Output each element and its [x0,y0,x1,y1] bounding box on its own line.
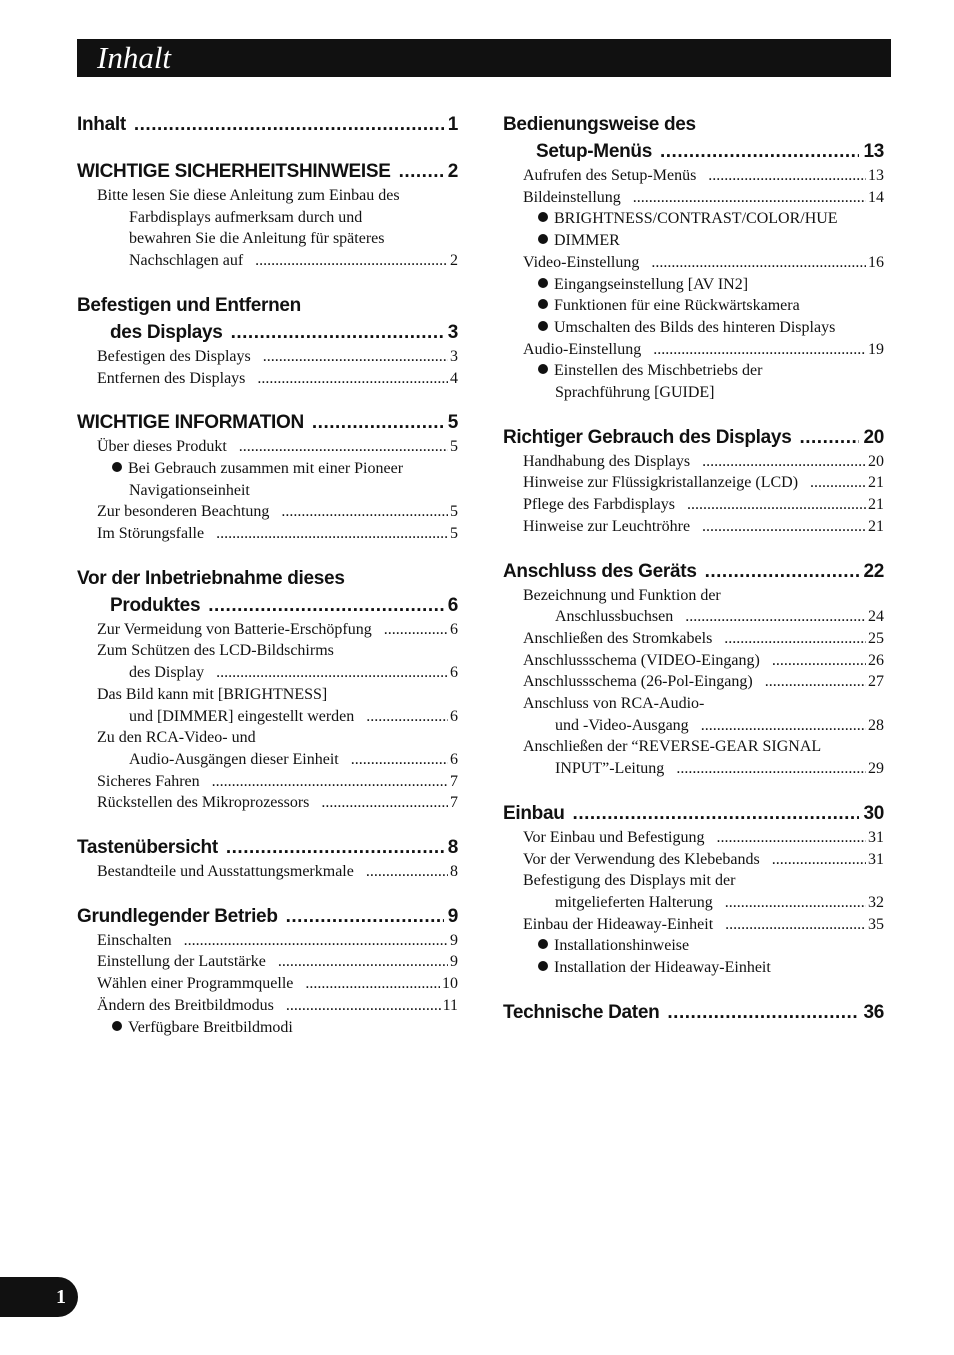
toc-page-number: 21 [868,517,884,535]
toc-heading-label: Richtiger Gebrauch des Displays [503,426,792,448]
toc-bullet-label: Einstellen des Mischbetriebs der [554,362,763,380]
toc-page-number: 9 [450,953,458,971]
leader-dots [651,252,866,274]
toc-heading[interactable] [77,319,458,346]
toc-bullet-label: DIMMER [554,232,620,250]
leader-dots [216,662,448,684]
toc-entry-label: Ändern des Breitbildmodus [97,996,274,1014]
toc-entry-label: mitgelieferten Halterung [555,893,713,911]
toc-page-number: 5 [450,525,458,543]
toc-heading[interactable] [77,292,458,319]
leader-dots [184,930,448,952]
toc-bullet-label: Funktionen für eine Rückwärtskamera [554,297,800,315]
leader-dots [257,368,448,390]
toc-heading[interactable] [503,558,884,585]
toc-heading-label: Technische Daten [503,1001,660,1023]
toc-bullet-label: Bei Gebrauch zusammen mit einer Pioneer [128,459,404,477]
bullet-icon [538,961,548,971]
toc-heading-label: Vor der Inbetriebnahme dieses [77,567,345,589]
toc-heading-label: Befestigen und Entfernen [77,294,301,316]
toc-page-number: 8 [447,837,458,859]
toc-bullet[interactable] [77,458,458,480]
leader-dots [263,346,448,368]
leader-dots [399,158,444,185]
toc-section-information [77,409,458,545]
leader-dots [687,494,866,516]
toc-page-number: 14 [868,188,884,206]
leader-dots [305,973,440,995]
toc-page-number: 31 [868,850,884,868]
toc-section-setup [503,111,884,404]
toc-page-number: 32 [868,893,884,911]
leader-dots [366,706,448,728]
leader-dots [384,619,448,641]
leader-dots [701,715,866,737]
leader-dots [667,999,859,1026]
toc-heading[interactable] [77,592,458,619]
toc-heading-label: Grundlegender Betrieb [77,905,278,927]
bullet-icon [538,321,548,331]
toc-section-inhalt [77,111,458,138]
toc-heading[interactable] [77,409,458,436]
leader-dots [255,250,448,272]
toc-right-column [503,111,884,1046]
toc-heading[interactable] [503,800,884,827]
toc-entry[interactable] [77,619,458,641]
bullet-icon [538,364,548,374]
leader-dots [660,138,859,165]
toc-entry[interactable] [503,606,884,628]
toc-page-number: 29 [868,760,884,778]
toc-heading[interactable] [77,111,458,138]
toc-bullet-label: Installationshinweise [554,937,690,955]
toc-heading-label: Inhalt [77,114,126,135]
toc-entry-label: Befestigen des Displays [97,347,251,365]
toc-heading-label: Anschluss des Geräts [503,560,697,582]
toc-page-number: 7 [450,772,458,790]
toc-heading[interactable] [503,999,884,1026]
toc-entry-label: Pflege des Farbdisplays [523,496,675,514]
toc-bullet[interactable] [503,208,884,230]
leader-dots [312,409,444,436]
leader-dots [286,903,444,930]
leader-dots [321,792,448,814]
toc-page-number: 9 [450,931,458,949]
toc-section-technische-daten [503,999,884,1026]
toc-entry-label: Im Störungsfalle [97,525,205,543]
toc-entry[interactable] [503,494,884,516]
toc-page-number: 20 [863,426,884,448]
toc-page-number: 6 [450,750,458,768]
toc-entry-label: Anschlussbuchsen [555,608,674,626]
toc-entry-label: Bestandteile und Ausstattungsmerkmale [97,863,354,881]
toc-bullet-continuation: Sprachführung [GUIDE] [555,384,715,402]
toc-heading[interactable] [503,424,884,451]
toc-heading[interactable] [77,158,458,185]
leader-dots [772,650,866,672]
toc-entry-text: Farbdisplays aufmerksam durch und [129,208,363,226]
toc-entry[interactable] [77,995,458,1017]
toc-heading-label: WICHTIGE INFORMATION [77,412,304,434]
toc-entry[interactable] [503,339,884,361]
toc-page-number: 6 [450,664,458,682]
toc-entry[interactable] [503,165,884,187]
toc-bullet[interactable] [503,295,884,317]
header-bar [77,39,891,77]
toc-page-number: 4 [450,369,458,387]
toc-entry-label: Video-Einstellung [523,253,640,271]
toc-entry-label: Einstellung der Lautstärke [97,953,266,971]
toc-entry-text: Zu den RCA-Video- und [97,729,256,747]
toc-entry[interactable] [503,892,884,914]
toc-entry-label: Hinweise zur Leuchtröhre [523,517,691,535]
toc-heading-label: Einbau [503,802,565,824]
toc-entry[interactable] [503,849,884,871]
toc-page-number: 2 [450,252,458,270]
bullet-icon [538,212,548,222]
toc-entry-label: Anschließen des Stromkabels [523,629,713,647]
leader-dots [725,892,866,914]
toc-bullet[interactable] [503,360,884,382]
toc-page-number: 13 [868,167,884,184]
toc-entry-label: Einbau der Hideaway-Einheit [523,915,714,933]
toc-left-column [77,111,458,1058]
toc-entry-label: Aufrufen des Setup-Menüs [523,167,697,184]
toc-page-number: 16 [868,253,884,271]
leader-dots [633,187,866,209]
toc-entry-label: Hinweise zur Flüssigkristallanzeige (LCD) [523,474,799,492]
toc-page-number: 31 [868,828,884,846]
toc-heading[interactable] [503,138,884,165]
leader-dots [716,827,866,849]
leader-dots [226,834,444,861]
page-number: 1 [56,1286,66,1308]
toc-entry[interactable] [503,516,884,538]
toc-entry-text: Befestigung des Displays mit der [523,872,736,890]
toc-entry[interactable] [77,861,458,883]
toc-page-number: 21 [868,496,884,514]
toc-entry[interactable] [503,472,884,494]
toc-page-number: 20 [868,452,884,470]
toc-bullet[interactable] [77,1017,458,1039]
leader-dots [239,436,448,458]
bullet-icon [538,939,548,949]
toc-entry[interactable] [503,628,884,650]
leader-dots [810,472,866,494]
toc-entry-label: Nachschlagen auf [129,252,244,270]
toc-heading-label: Produktes [110,594,201,616]
toc-heading-label: WICHTIGE SICHERHEITSHINWEISE [77,161,391,182]
toc-entry-label: Handhabung des Displays [523,452,691,470]
toc-page-number: 3 [450,347,458,365]
toc-page-number: 21 [868,474,884,492]
toc-entry[interactable] [77,930,458,952]
toc-section-gebrauch [503,424,884,538]
toc-page-number: 8 [450,863,458,881]
toc-page-number: 11 [442,996,458,1014]
toc-entry[interactable] [77,706,458,728]
toc-page-number: 35 [868,915,884,933]
toc-page-number: 22 [863,560,884,582]
toc-page-number: 5 [450,503,458,521]
toc-page-number: 30 [863,802,884,824]
toc-heading-label: des Displays [110,321,223,343]
toc-entry[interactable] [77,346,458,368]
toc-bullet[interactable] [503,957,884,979]
toc-entry[interactable] [77,368,458,390]
toc-page-number: 6 [447,594,458,616]
toc-entry[interactable] [503,451,884,473]
toc-entry-label: Anschlussschema (26-Pol-Eingang) [523,673,753,691]
toc-bullet[interactable] [503,230,884,252]
toc-entry-label: Audio-Ausgängen dieser Einheit [129,750,339,768]
toc-entry[interactable] [77,951,458,973]
toc-page-number: 27 [868,673,884,691]
leader-dots [573,800,860,827]
toc-entry[interactable] [503,715,884,737]
toc-entry-label: Anschlussschema (VIDEO-Eingang) [523,651,760,669]
toc-entry-label: Bildeinstellung [523,188,621,206]
toc-entry[interactable] [77,662,458,684]
toc-entry-label: Vor Einbau und Befestigung [523,828,705,846]
toc-page-number: 9 [447,905,458,927]
toc-entry[interactable] [503,758,884,780]
leader-dots [765,671,866,693]
toc-page-number: 5 [450,438,458,456]
toc-entry-label: Entfernen des Displays [97,369,246,387]
leader-dots [281,501,448,523]
toc-heading-label: Setup-Menüs [536,141,652,162]
toc-entry[interactable] [77,436,458,458]
toc-section-grundlegender-betrieb [77,903,458,1039]
toc-entry[interactable] [503,827,884,849]
toc-entry-text: Das Bild kann mit [BRIGHTNESS] [97,685,328,703]
toc-bullet-label: Eingangseinstellung [AV IN2] [554,275,749,293]
leader-dots [708,165,866,187]
toc-entry-text: Bitte lesen Sie diese Anleitung zum Einbau des [97,187,400,204]
toc-entry-label: INPUT”-Leitung [555,760,665,778]
toc-section-anschluss [503,558,884,780]
toc-page-number: 13 [863,141,884,162]
toc-heading[interactable] [77,903,458,930]
leader-dots [208,592,444,619]
toc-entry[interactable] [77,250,458,272]
toc-page-number: 6 [450,707,458,725]
toc-page-number: 3 [447,321,458,343]
toc-entry-label: und [DIMMER] eingestellt werden [129,707,355,725]
toc-page-number: 6 [450,620,458,638]
toc-page-number: 2 [447,161,458,182]
leader-dots [366,861,448,883]
toc-entry-text: Anschluss von RCA-Audio- [523,695,705,713]
toc-bullet-label: Installation der Hideaway-Einheit [554,959,771,977]
bullet-icon [112,462,122,472]
toc-section-sicherheitshinweise [77,158,458,272]
toc-page-number: 7 [450,794,458,812]
toc-page-number: 25 [868,629,884,647]
toc-entry-text: Zum Schützen des LCD-Bildschirms [97,642,334,660]
toc-page-number: 1 [447,114,458,135]
leader-dots [702,516,866,538]
toc-entry[interactable] [77,792,458,814]
leader-dots [676,758,866,780]
toc-entry-label: Sicheres Fahren [97,772,200,790]
toc-bullet-label: BRIGHTNESS/CONTRAST/COLOR/HUE [554,210,838,228]
toc-entry-label: Zur Vermeidung von Batterie-Erschöpfung [97,620,372,638]
toc-bullet-label: Umschalten des Bilds des hinteren Displays [554,318,836,336]
leader-dots [702,451,866,473]
toc-bullet[interactable] [503,935,884,957]
toc-heading[interactable] [77,834,458,861]
leader-dots [685,606,866,628]
leader-dots [286,995,441,1017]
toc-entry-text: bewahren Sie die Anleitung für späteres [129,230,385,248]
toc-entry[interactable] [503,914,884,936]
toc-entry[interactable] [77,749,458,771]
toc-entry[interactable] [77,771,458,793]
toc-entry[interactable] [503,671,884,693]
leader-dots [653,339,866,361]
toc-heading-label: Tastenübersicht [77,837,218,859]
toc-page-number: 5 [447,412,458,434]
toc-entry-label: Audio-Einstellung [523,340,642,358]
leader-dots [231,319,444,346]
toc-entry-label: Vor der Verwendung des Klebebands [523,850,760,868]
leader-dots [278,951,448,973]
bullet-icon [538,299,548,309]
toc-bullet[interactable] [503,274,884,296]
toc-entry[interactable] [503,650,884,672]
toc-page-number: 24 [868,608,884,626]
leader-dots [216,523,448,545]
toc-page-number: 28 [868,716,884,734]
leader-dots [772,849,866,871]
toc-page-number: 26 [868,651,884,669]
toc-bullet[interactable] [503,317,884,339]
toc-heading[interactable] [77,565,458,592]
toc-entry[interactable] [503,187,884,209]
page-title: Inhalt [97,40,172,75]
leader-dots [351,749,448,771]
toc-bullet-label: Verfügbare Breitbildmodi [128,1018,293,1036]
bullet-icon [538,278,548,288]
leader-dots [724,628,866,650]
toc-entry-text: Bezeichnung und Funktion der [523,586,721,604]
toc-page-number: 36 [863,1001,884,1023]
leader-dots [725,914,866,936]
toc-entry[interactable] [77,523,458,545]
toc-page-number: 19 [868,340,884,358]
toc-entry-label: Rückstellen des Mikroprozessors [97,794,310,812]
toc-heading[interactable] [503,111,884,138]
toc-section-einbau [503,800,884,979]
leader-dots [705,558,860,585]
leader-dots [212,771,448,793]
toc-entry[interactable] [503,252,884,274]
toc-entry-text: Anschließen der “REVERSE-GEAR SIGNAL [523,738,822,756]
toc-entry-label: Einschalten [97,931,172,949]
leader-dots [799,424,859,451]
toc-section-befestigen [77,292,458,389]
toc-heading-label: Bedienungsweise des [503,114,696,135]
bullet-icon [112,1021,122,1031]
bullet-icon [538,234,548,244]
page-number-badge [0,1277,78,1317]
toc-entry[interactable] [77,501,458,523]
toc-section-inbetriebnahme [77,565,458,814]
toc-bullet-continuation: Navigationseinheit [129,481,250,499]
toc-entry-label: und -Video-Ausgang [555,716,689,734]
toc-entry-label: Wählen einer Programmquelle [97,975,294,993]
toc-entry[interactable] [77,973,458,995]
toc-page-number: 10 [442,975,458,993]
toc-entry-label: Zur besonderen Beachtung [97,503,270,521]
toc-section-tastenuebersicht [77,834,458,883]
toc-entry-label: des Display [129,664,205,682]
leader-dots [134,111,444,138]
toc-entry-label: Über dieses Produkt [97,438,227,456]
